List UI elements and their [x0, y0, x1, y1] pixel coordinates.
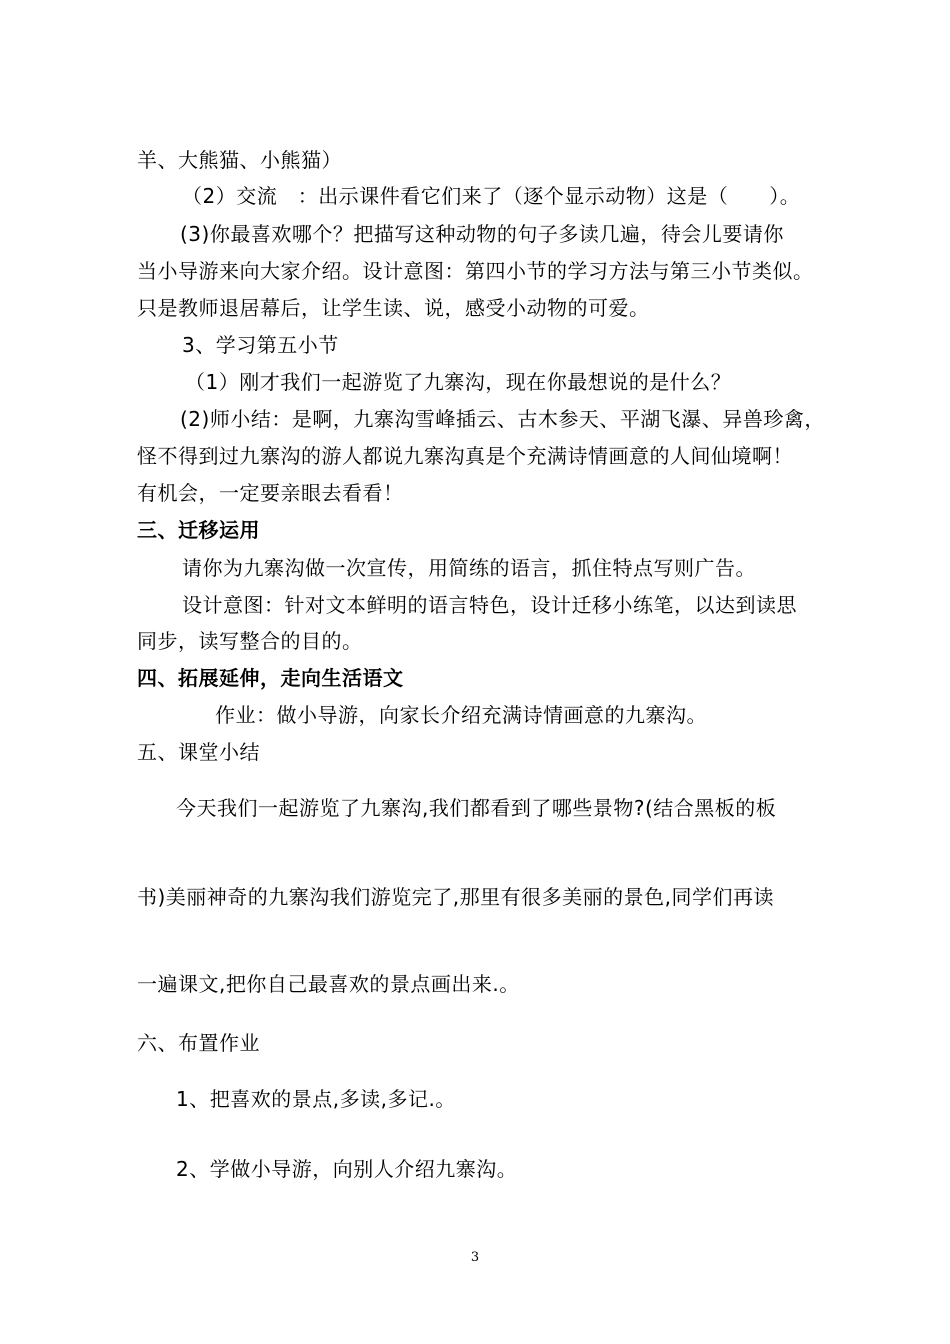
text-line: 同步，读写整合的目的。 [137, 629, 363, 653]
section-subheading: 3、学习第五小节 [182, 333, 339, 357]
text-line: 设计意图：针对文本鲜明的语言特色，设计迁移小练笔，以达到读思 [182, 593, 797, 617]
text-line: (3)你最喜欢哪个？把描写这种动物的句子多读几遍，待会儿要请你 [180, 222, 784, 246]
text-line: (2)师小结：是啊，九寨沟雪峰插云、古木参天、平湖飞瀑、异兽珍禽， [180, 407, 825, 431]
section-heading: 五、课堂小结 [137, 740, 260, 764]
section-heading: 三、迁移运用 [137, 518, 260, 542]
text-line: 请你为九寨沟做一次宣传，用简练的语言，抓住特点写则广告。 [182, 556, 756, 580]
page-number: 3 [470, 1250, 480, 1265]
section-heading: 六、布置作业 [137, 1031, 260, 1055]
text-line: 今天我们一起游览了九寨沟,我们都看到了哪些景物?(结合黑板的板 [176, 796, 777, 820]
text-line: 羊、大熊猫、小熊猫） [137, 148, 342, 172]
text-line: 作业：做小导游，向家长介绍充满诗情画意的九寨沟。 [215, 703, 707, 727]
list-item: 2、学做小导游，向别人介绍九寨沟。 [176, 1157, 518, 1181]
text-line: 怪不得到过九寨沟的游人都说九寨沟真是个充满诗情画意的人间仙境啊！ [137, 444, 793, 468]
text-line: 当小导游来向大家介绍。设计意图：第四小节的学习方法与第三小节类似。 [137, 259, 814, 283]
text-line: （1）刚才我们一起游览了九寨沟，现在你最想说的是什么？ [185, 370, 732, 394]
text-line: 书)美丽神奇的九寨沟我们游览完了,那里有很多美丽的景色,同学们再读 [137, 885, 775, 909]
list-item: 1、把喜欢的景点,多读,多记.。 [176, 1087, 456, 1111]
text-line: （2）交流 ：出示课件看它们来了（逐个显示动物）这是（ ）。 [182, 184, 801, 208]
text-line: 一遍课文,把你自己最喜欢的景点画出来.。 [137, 972, 520, 996]
text-line: 只是教师退居幕后，让学生读、说，感受小动物的可爱。 [137, 296, 650, 320]
text-line: 有机会，一定要亲眼去看看！ [137, 481, 404, 505]
section-heading: 四、拓展延伸，走向生活语文 [137, 666, 404, 690]
